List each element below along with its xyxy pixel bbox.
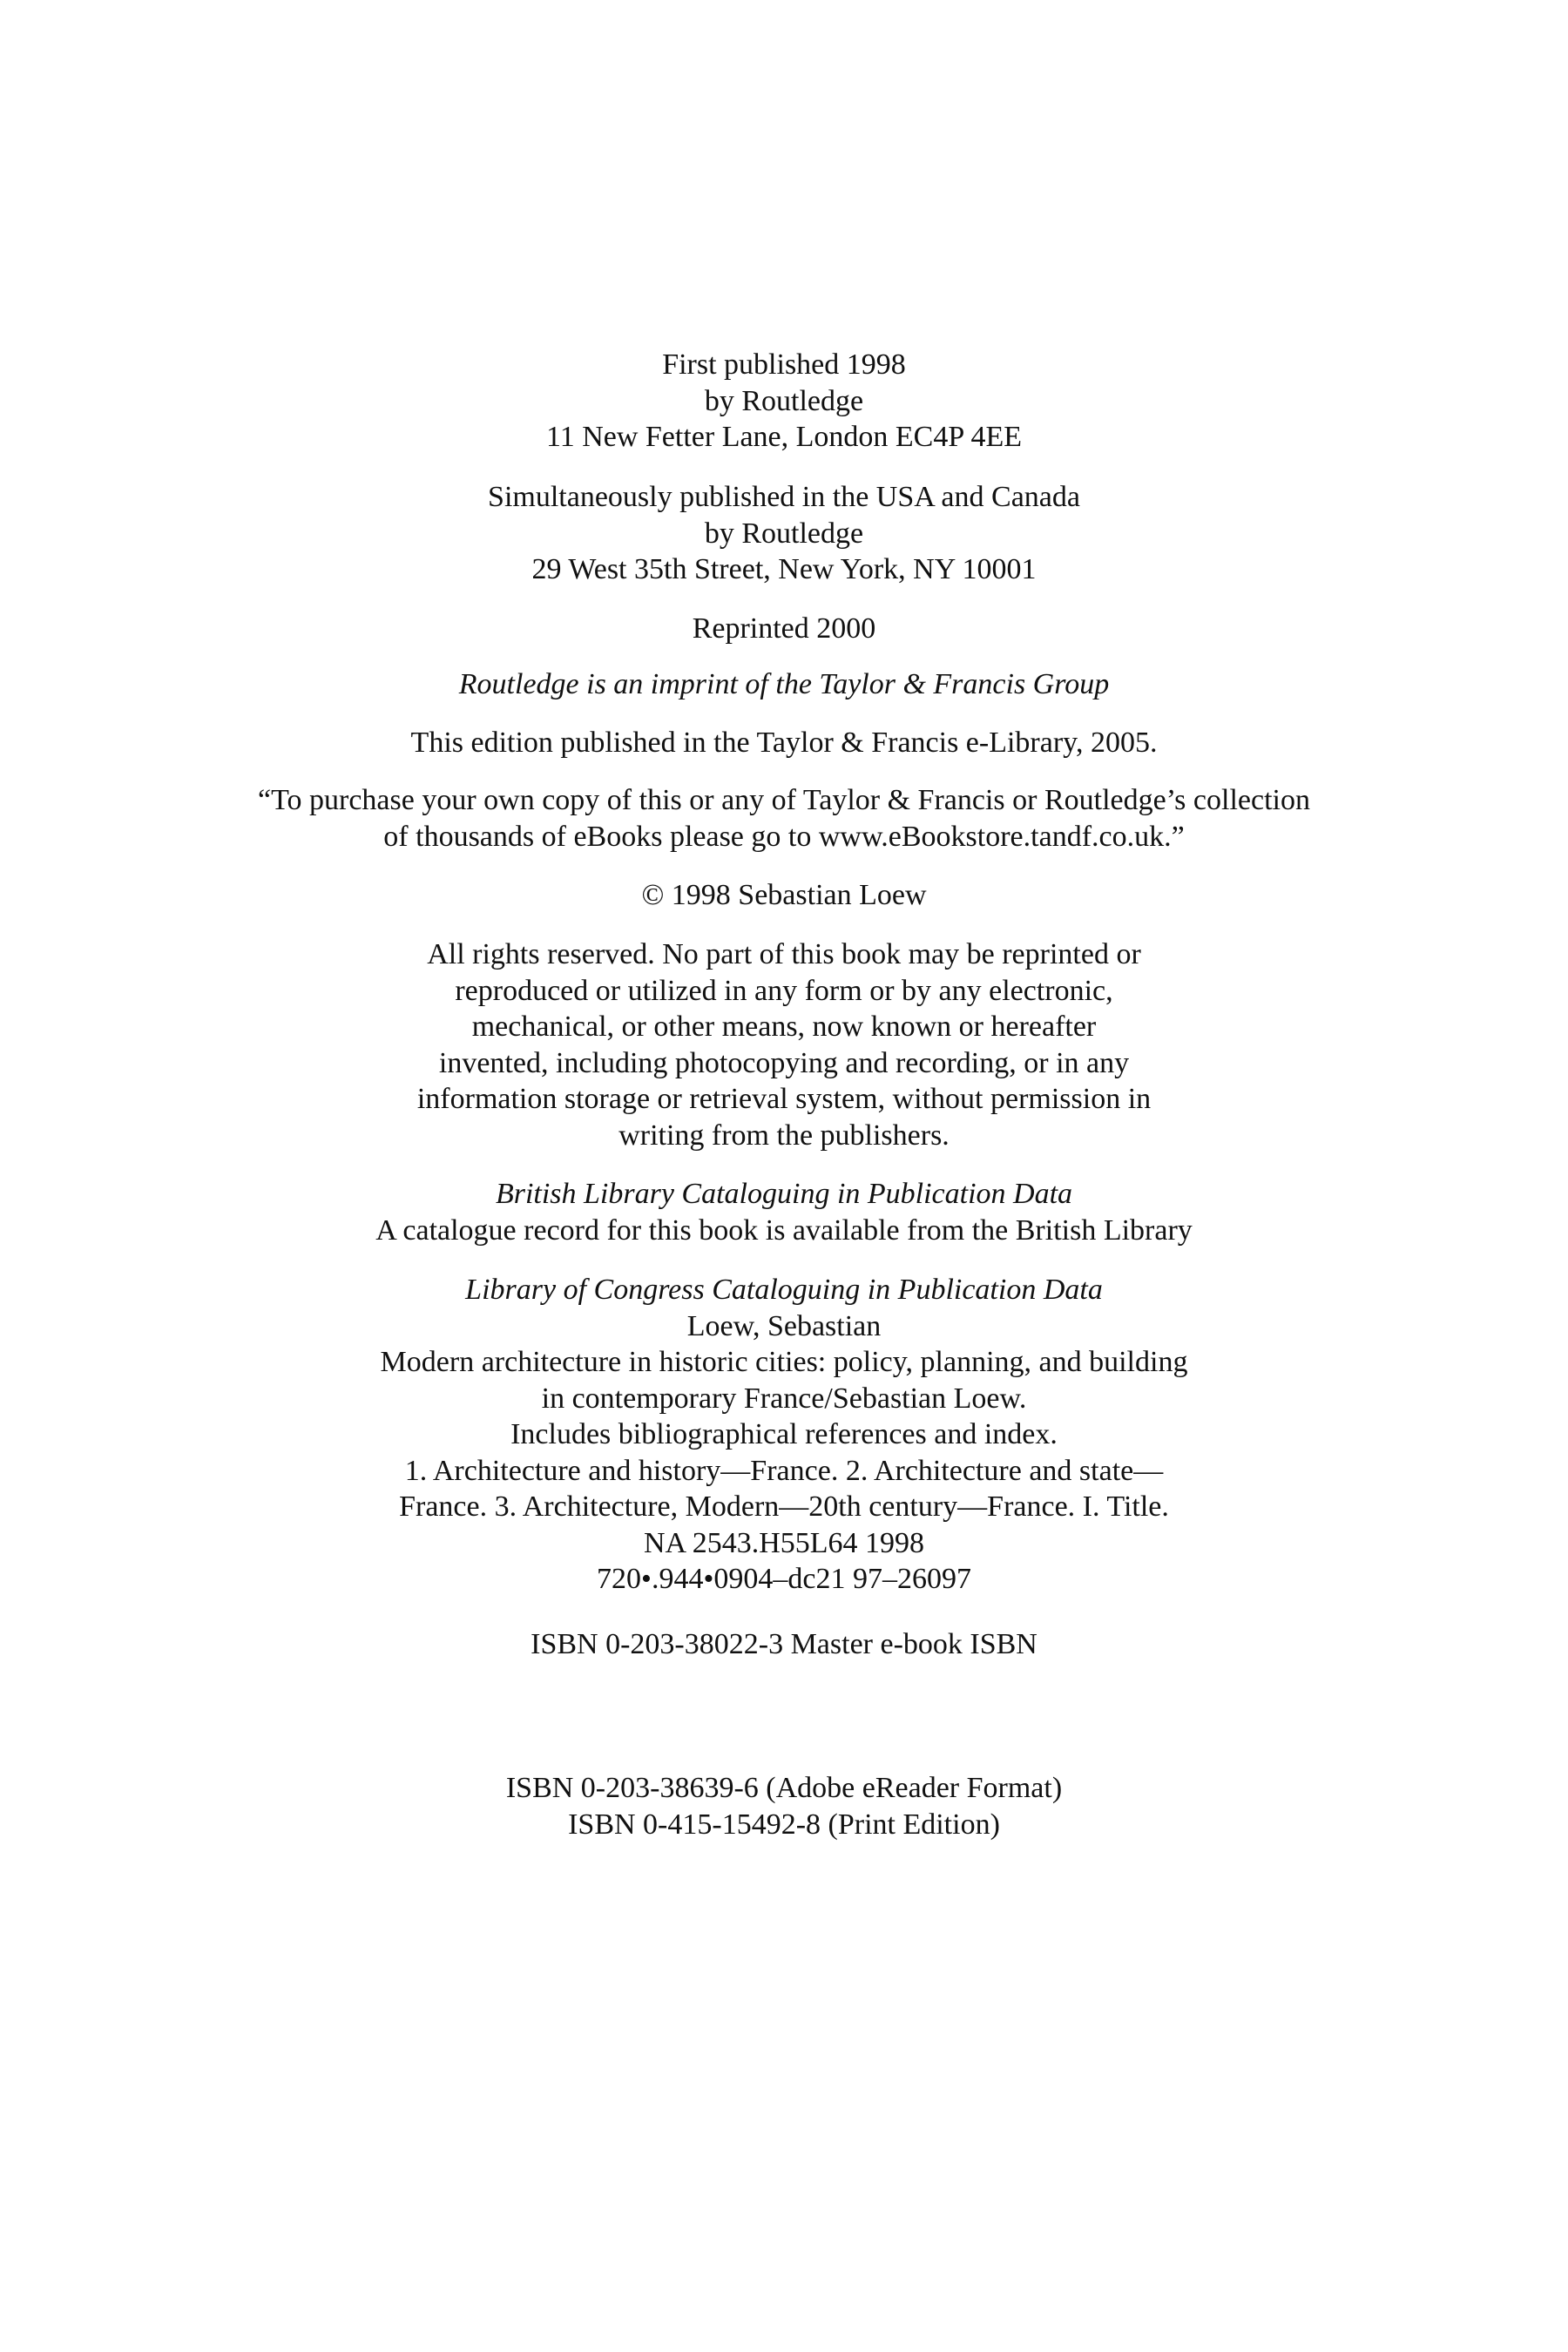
rights-line: writing from the publishers. [618,1119,950,1152]
edition-line: This edition published in the Taylor & Francis e-Library, 2005. [410,727,1158,759]
reprinted-line: Reprinted 2000 [692,612,876,645]
first-published-block [0,347,1568,456]
cip-line: NA 2543.H55L64 1998 [643,1526,925,1559]
rights-line: mechanical, or other means, now known or hereafter [471,1010,1097,1043]
first-published-line: First published 1998 [662,348,906,381]
copyright-notice-block [0,877,1568,914]
copyright-notice: © 1998 Sebastian Loew [641,879,927,911]
library-of-congress-heading: Library of Congress Cataloguing in Publication Data [465,1274,1103,1306]
british-library-text: A catalogue record for this book is available from the British Library [375,1213,1193,1247]
usa-publisher-line: by Routledge [704,517,864,550]
rights-line: reproduced or utilized in any form or by any electronic, [455,974,1113,1007]
cip-line: Includes bibliographical references and index. [510,1418,1058,1450]
cip-line: France. 3. Architecture, Modern—20th century—France. I. Title. [399,1490,1169,1523]
new-york-address-line: 29 West 35th Street, New York, NY 10001 [531,553,1037,585]
library-of-congress-block [0,1272,1568,1598]
british-library-heading: British Library Cataloguing in Publication Data [495,1178,1073,1210]
british-library-block [0,1176,1568,1248]
cip-line: 1. Architecture and history—France. 2. Architecture and state— [404,1454,1164,1487]
cip-line: Modern architecture in historic cities: policy, planning, and building [380,1346,1188,1378]
reprinted-block [0,611,1568,647]
london-address-line: 11 New Fetter Lane, London EC4P 4EE [545,421,1023,453]
usa-canada-line: Simultaneously published in the USA and Canada [488,481,1080,513]
master-isbn-block [0,1626,1568,1663]
rights-line: invented, including photocopying and recording, or in any [438,1046,1130,1079]
cip-line: in contemporary France/Sebastian Loew. [541,1382,1027,1415]
print-isbn-line: ISBN 0-415-15492-8 (Print Edition) [568,1808,1000,1841]
cip-line: 720•.944•0904–dc21 97–26097 [597,1563,971,1595]
usa-canada-block [0,479,1568,588]
other-isbn-block [0,1770,1568,1842]
ereader-isbn-line: ISBN 0-203-38639-6 (Adobe eReader Format) [505,1772,1063,1804]
rights-line: All rights reserved. No part of this book may be reprinted or [427,938,1141,970]
purchase-block [0,782,1568,855]
rights-block [0,936,1568,1153]
imprint-line: Routledge is an imprint of the Taylor & Francis Group [458,668,1110,700]
master-isbn-line: ISBN 0-203-38022-3 Master e-book ISBN [531,1628,1037,1660]
purchase-line-2: of thousands of eBooks please go to www.eBookstore.tandf.co.uk.” [383,820,1185,853]
rights-line: information storage or retrieval system, without permission in [416,1083,1152,1115]
publisher-line: by Routledge [704,384,864,417]
imprint-block [0,666,1568,703]
cip-line: Loew, Sebastian [686,1309,882,1342]
purchase-line-1: “To purchase your own copy of this or any of Taylor & Francis or Routledge’s collection [258,784,1310,816]
edition-block [0,725,1568,761]
